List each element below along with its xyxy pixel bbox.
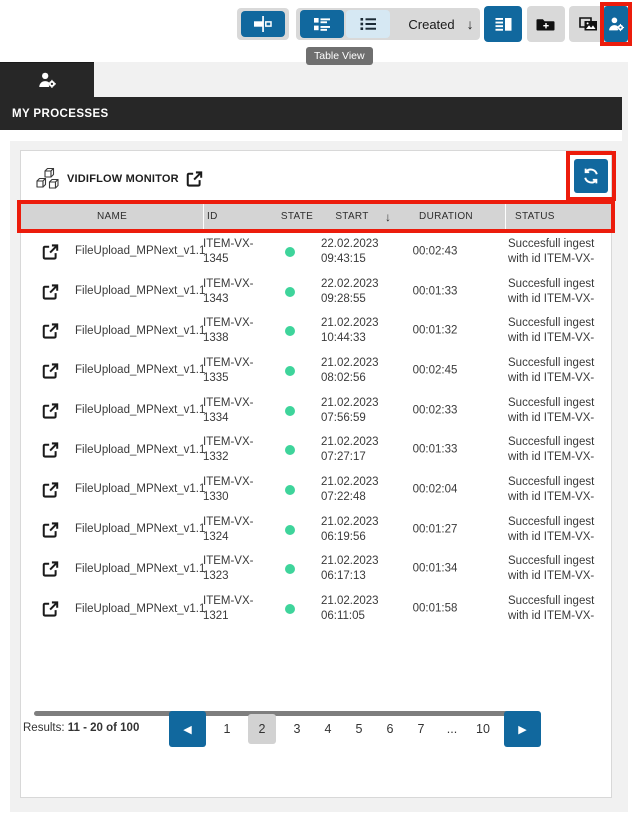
state-indicator <box>285 326 295 336</box>
table-body <box>21 232 611 629</box>
process-status <box>508 594 610 624</box>
column-header-state[interactable]: STATE <box>280 211 314 222</box>
process-id <box>203 554 265 584</box>
open-process-button[interactable] <box>41 283 59 301</box>
panel-title-row <box>35 165 203 193</box>
process-status <box>508 277 610 307</box>
panel-toggle-button[interactable] <box>484 6 522 42</box>
table-row <box>21 510 611 550</box>
process-name: FileUpload_MPNext_v1.1 <box>75 602 206 615</box>
column-header-id[interactable]: ID <box>207 211 218 222</box>
start-date: 21.02.2023 <box>321 436 379 449</box>
section-header <box>0 97 622 130</box>
status-line1: Succesfull ingest <box>508 237 595 250</box>
start-date: 21.02.2023 <box>321 475 379 488</box>
column-header-duration[interactable]: DURATION <box>419 211 473 222</box>
process-id-line2: 1335 <box>203 371 229 384</box>
pagination <box>169 711 541 747</box>
process-status <box>508 356 610 386</box>
status-line2: with id ITEM-VX- <box>508 332 595 345</box>
state-indicator <box>285 366 295 376</box>
list-icon <box>359 16 377 32</box>
process-start <box>321 515 401 545</box>
results-summary <box>23 722 139 734</box>
page-list <box>217 714 493 744</box>
state-indicator <box>285 564 295 574</box>
process-start <box>321 554 401 584</box>
column-header-start[interactable] <box>321 204 383 229</box>
process-start <box>321 237 401 267</box>
status-line2: with id ITEM-VX- <box>508 292 595 305</box>
process-name: FileUpload_MPNext_v1.1 <box>75 523 206 536</box>
process-name: FileUpload_MPNext_v1.1 <box>75 562 206 575</box>
status-line2: with id ITEM-VX- <box>508 411 595 424</box>
open-process-button[interactable] <box>41 560 59 578</box>
vidiflow-monitor-panel <box>20 150 612 798</box>
tooltip-table-view <box>306 47 373 65</box>
open-process-button[interactable] <box>41 362 59 380</box>
column-divider <box>505 204 506 229</box>
process-start <box>321 396 401 426</box>
process-id-line2: 1345 <box>203 252 229 265</box>
add-folder-button[interactable] <box>527 6 565 42</box>
state-indicator <box>285 445 295 455</box>
table-row <box>21 430 611 470</box>
process-start <box>321 475 401 505</box>
process-id <box>203 435 265 465</box>
status-line2: with id ITEM-VX- <box>508 451 595 464</box>
process-duration: 00:01:32 <box>412 324 458 337</box>
start-time: 06:19:56 <box>321 530 366 543</box>
page-button[interactable]: 3 <box>293 722 301 736</box>
table-row <box>21 391 611 431</box>
status-line1: Succesfull ingest <box>508 515 595 528</box>
process-id-line2: 1334 <box>203 411 229 424</box>
table-header <box>21 204 611 229</box>
process-duration: 00:01:33 <box>412 443 458 456</box>
open-process-button[interactable] <box>41 600 59 618</box>
status-line1: Succesfull ingest <box>508 436 595 449</box>
table-row <box>21 589 611 629</box>
process-id-line1: ITEM-VX- <box>203 356 254 369</box>
page-title: MY PROCESSES <box>12 107 109 120</box>
status-line1: Succesfull ingest <box>508 555 595 568</box>
process-status <box>508 554 610 584</box>
process-id-line1: ITEM-VX- <box>203 555 254 568</box>
process-id <box>203 515 265 545</box>
process-id-line2: 1343 <box>203 292 229 305</box>
start-time: 06:17:13 <box>321 570 366 583</box>
open-process-button[interactable] <box>41 521 59 539</box>
start-date: 22.02.2023 <box>321 237 379 250</box>
table-row <box>21 272 611 312</box>
table-row <box>21 550 611 590</box>
my-processes-toolbar-button[interactable] <box>604 6 628 42</box>
process-id <box>203 356 265 386</box>
results-label: Results: <box>23 722 65 734</box>
open-process-button[interactable] <box>41 441 59 459</box>
process-duration: 00:02:33 <box>412 404 458 417</box>
process-name: FileUpload_MPNext_v1.1 <box>75 483 206 496</box>
page-button[interactable]: 1 <box>223 722 231 736</box>
cubes-icon <box>35 167 61 191</box>
page-button[interactable]: 4 <box>324 722 332 736</box>
status-line1: Succesfull ingest <box>508 317 595 330</box>
start-date: 22.02.2023 <box>321 277 379 290</box>
process-id-line1: ITEM-VX- <box>203 515 254 528</box>
previous-page-button[interactable]: ◀ <box>169 711 206 747</box>
open-process-button[interactable] <box>41 243 59 261</box>
process-id <box>203 237 265 267</box>
process-name: FileUpload_MPNext_v1.1 <box>75 404 206 417</box>
process-duration: 00:01:33 <box>412 285 458 298</box>
start-time: 07:22:48 <box>321 490 366 503</box>
process-id-line2: 1332 <box>203 451 229 464</box>
detail-list-icon <box>313 16 331 33</box>
tooltip-label: Table View <box>314 50 365 62</box>
process-id-line2: 1321 <box>203 610 229 623</box>
process-name: FileUpload_MPNext_v1.1 <box>75 285 206 298</box>
table-row <box>21 470 611 510</box>
process-id <box>203 396 265 426</box>
start-time: 09:28:55 <box>321 292 366 305</box>
start-time: 09:43:15 <box>321 252 366 265</box>
open-external-icon[interactable] <box>185 170 203 188</box>
page-button[interactable]: 6 <box>386 722 394 736</box>
table-view-button[interactable] <box>346 10 390 38</box>
process-id-line2: 1330 <box>203 490 229 503</box>
process-status <box>508 237 610 267</box>
start-date: 21.02.2023 <box>321 317 379 330</box>
process-id-line1: ITEM-VX- <box>203 595 254 608</box>
process-id-line1: ITEM-VX- <box>203 277 254 290</box>
status-line1: Succesfull ingest <box>508 277 595 290</box>
status-line2: with id ITEM-VX- <box>508 252 595 265</box>
table-row <box>21 351 611 391</box>
process-start <box>321 435 401 465</box>
process-start <box>321 277 401 307</box>
sort-arrow-icon: ↓ <box>385 209 392 224</box>
column-divider <box>203 204 204 229</box>
next-page-button[interactable]: ▶ <box>504 711 541 747</box>
process-id-line2: 1323 <box>203 570 229 583</box>
sidebar-list-icon <box>494 16 513 33</box>
state-indicator <box>285 406 295 416</box>
status-line1: Succesfull ingest <box>508 356 595 369</box>
annotation-box-refresh <box>566 151 616 201</box>
refresh-button[interactable] <box>574 159 608 193</box>
process-id-line1: ITEM-VX- <box>203 237 254 250</box>
page-button[interactable]: 7 <box>417 722 425 736</box>
process-id <box>203 475 265 505</box>
process-start <box>321 316 401 346</box>
start-date: 21.02.2023 <box>321 595 379 608</box>
process-id-line1: ITEM-VX- <box>203 436 254 449</box>
results-range: 11 - 20 of 100 <box>67 722 140 734</box>
process-duration: 00:01:58 <box>412 602 458 615</box>
process-id-line2: 1338 <box>203 332 229 345</box>
start-date: 21.02.2023 <box>321 515 379 528</box>
open-process-button[interactable] <box>41 481 59 499</box>
process-start <box>321 594 401 624</box>
column-header-start-label: START <box>335 211 369 222</box>
process-name: FileUpload_MPNext_v1.1 <box>75 443 206 456</box>
start-time: 08:02:56 <box>321 371 366 384</box>
process-duration: 00:02:43 <box>412 245 458 258</box>
process-duration: 00:02:45 <box>412 364 458 377</box>
start-date: 21.02.2023 <box>321 356 379 369</box>
user-gear-icon <box>608 16 625 33</box>
table-row <box>21 311 611 351</box>
status-line1: Succesfull ingest <box>508 396 595 409</box>
media-folder-icon <box>578 15 599 33</box>
process-status <box>508 515 610 545</box>
start-time: 06:11:05 <box>321 610 365 623</box>
process-id <box>203 316 265 346</box>
process-id <box>203 594 265 624</box>
arrow-down-icon: ↓ <box>466 16 474 32</box>
split-view-button[interactable] <box>241 11 285 37</box>
process-status <box>508 316 610 346</box>
header-gap <box>0 130 622 141</box>
status-line2: with id ITEM-VX- <box>508 530 595 543</box>
open-process-button[interactable] <box>41 402 59 420</box>
split-view-icon <box>252 14 274 34</box>
column-header-name[interactable]: NAME <box>96 211 128 222</box>
page-ellipsis: ... <box>446 722 458 736</box>
status-line2: with id ITEM-VX- <box>508 490 595 503</box>
process-duration: 00:01:34 <box>412 562 458 575</box>
process-name: FileUpload_MPNext_v1.1 <box>75 364 206 377</box>
process-name: FileUpload_MPNext_v1.1 <box>75 324 206 337</box>
process-name: FileUpload_MPNext_v1.1 <box>75 245 206 258</box>
status-line1: Succesfull ingest <box>508 475 595 488</box>
start-time: 10:44:33 <box>321 332 366 345</box>
process-id <box>203 277 265 307</box>
column-header-status[interactable]: STATUS <box>515 211 555 222</box>
start-date: 21.02.2023 <box>321 396 379 409</box>
state-indicator <box>285 287 295 297</box>
open-process-button[interactable] <box>41 322 59 340</box>
process-duration: 00:01:27 <box>412 523 458 536</box>
sort-dropdown-label: Created <box>408 16 455 32</box>
refresh-icon <box>581 166 601 186</box>
sort-dropdown-button[interactable] <box>402 8 480 40</box>
status-line2: with id ITEM-VX- <box>508 371 595 384</box>
page-button[interactable]: 2 <box>248 714 276 744</box>
process-duration: 00:02:04 <box>412 483 458 496</box>
tab-my-processes[interactable] <box>0 62 94 97</box>
status-line2: with id ITEM-VX- <box>508 570 595 583</box>
page-button[interactable]: 10 <box>476 722 490 736</box>
process-id-line2: 1324 <box>203 530 229 543</box>
state-indicator <box>285 247 295 257</box>
process-start <box>321 356 401 386</box>
status-line1: Succesfull ingest <box>508 595 595 608</box>
process-id-line1: ITEM-VX- <box>203 475 254 488</box>
start-time: 07:56:59 <box>321 411 366 424</box>
state-indicator <box>285 485 295 495</box>
folder-plus-icon <box>536 15 556 33</box>
process-status <box>508 475 610 505</box>
panel-title: VIDIFLOW MONITOR <box>67 173 179 185</box>
table-row <box>21 232 611 272</box>
state-indicator <box>285 604 295 614</box>
process-id-line1: ITEM-VX- <box>203 396 254 409</box>
user-gear-icon <box>38 71 57 90</box>
process-id-line1: ITEM-VX- <box>203 317 254 330</box>
state-indicator <box>285 525 295 535</box>
page-button[interactable]: 5 <box>355 722 363 736</box>
start-date: 21.02.2023 <box>321 555 379 568</box>
process-status <box>508 435 610 465</box>
detail-view-button[interactable] <box>300 10 344 38</box>
process-status <box>508 396 610 426</box>
start-time: 07:27:17 <box>321 451 366 464</box>
status-line2: with id ITEM-VX- <box>508 610 595 623</box>
